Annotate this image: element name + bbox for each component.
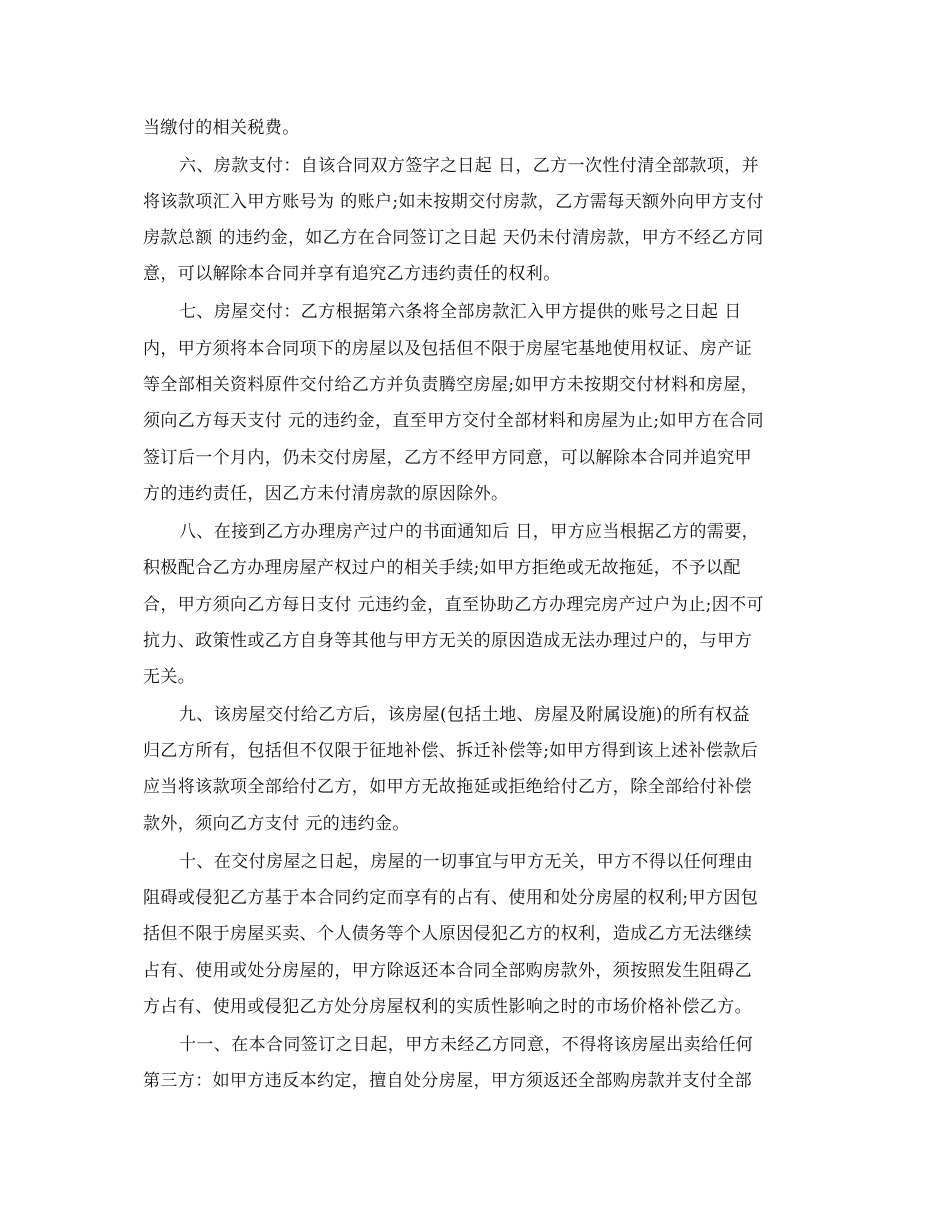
text-line: 当缴付的相关税费。: [143, 118, 300, 138]
text-line: 款外，须向乙方支付 元的违约金。: [143, 814, 410, 834]
text-line: 意，可以解除本合同并享有追究乙方违约责任的权利。: [143, 264, 561, 284]
text-line: 占有、使用或处分房屋的，甲方除返还本合同全部购房款外，须按照发生阻碍乙: [143, 961, 752, 981]
text-line: 归乙方所有，包括但不仅限于征地补偿、拆迁补偿等;如甲方得到该上述补偿款后: [143, 741, 759, 761]
text-line: 阻碍或侵犯乙方基于本合同约定而享有的占有、使用和处分房屋的权利;甲方因包: [143, 888, 759, 908]
text-line: 积极配合乙方办理房屋产权过户的相关手续;如甲方拒绝或无故拖延，不予以配: [143, 558, 741, 578]
text-line: 方占有、使用或侵犯乙方处分房屋权利的实质性影响之时的市场价格补偿乙方。: [143, 997, 752, 1017]
clause-6-heading-line: 六、房款支付：自该合同双方签字之日起 日，乙方一次性付清全部款项，并: [179, 156, 760, 176]
text-line: 应当将该款项全部给付乙方，如甲方无故拖延或拒绝给付乙方，除全部给付补偿: [143, 777, 752, 797]
text-line: 合，甲方须向乙方每日支付 元违约金，直至协助乙方办理完房产过户为止;因不可: [143, 595, 764, 615]
text-line: 括但不限于房屋买卖、个人债务等个人原因侵犯乙方的权利，造成乙方无法继续: [143, 924, 752, 944]
text-line: 抗力、政策性或乙方自身等其他与甲方无关的原因造成无法办理过户的，与甲方: [143, 631, 752, 651]
text-line: 须向乙方每天支付 元的违约金，直至甲方交付全部材料和房屋为止;如甲方在合同: [143, 411, 764, 431]
text-line: 方的违约责任，因乙方未付清房款的原因除外。: [143, 484, 509, 504]
text-line: 等全部相关资料原件交付给乙方并负责腾空房屋;如甲方未按期交付材料和房屋，: [143, 375, 759, 395]
text-line: 将该款项汇入甲方账号为 的账户;如未按期交付房款，乙方需每天额外向甲方支付: [143, 192, 764, 212]
text-line: 签订后一个月内，仍未交付房屋，乙方不经甲方同意，可以解除本合同并追究甲: [143, 448, 752, 468]
clause-9-heading-line: 九、该房屋交付给乙方后，该房屋(包括土地、房屋及附属设施)的所有权益: [179, 705, 750, 725]
clause-7-heading-line: 七、房屋交付：乙方根据第六条将全部房款汇入甲方提供的账号之日起 日: [179, 302, 742, 322]
text-line: 无关。: [143, 667, 196, 687]
clause-10-heading-line: 十、在交付房屋之日起，房屋的一切事宜与甲方无关，甲方不得以任何理由: [179, 852, 754, 872]
clause-11-heading-line: 十一、在本合同签订之日起，甲方未经乙方同意，不得将该房屋出卖给任何: [179, 1035, 754, 1055]
text-line: 房款总额 的违约金，如乙方在合同签订之日起 天仍未付清房款，甲方不经乙方同: [143, 228, 764, 248]
text-line: 第三方：如甲方违反本约定，擅自处分房屋，甲方须返还全部购房款并支付全部: [143, 1071, 752, 1091]
clause-8-heading-line: 八、在接到乙方办理房产过户的书面通知后 日，甲方应当根据乙方的需要，: [179, 522, 760, 542]
text-line: 内，甲方须将本合同项下的房屋以及包括但不限于房屋宅基地使用权证、房产证: [143, 339, 752, 359]
